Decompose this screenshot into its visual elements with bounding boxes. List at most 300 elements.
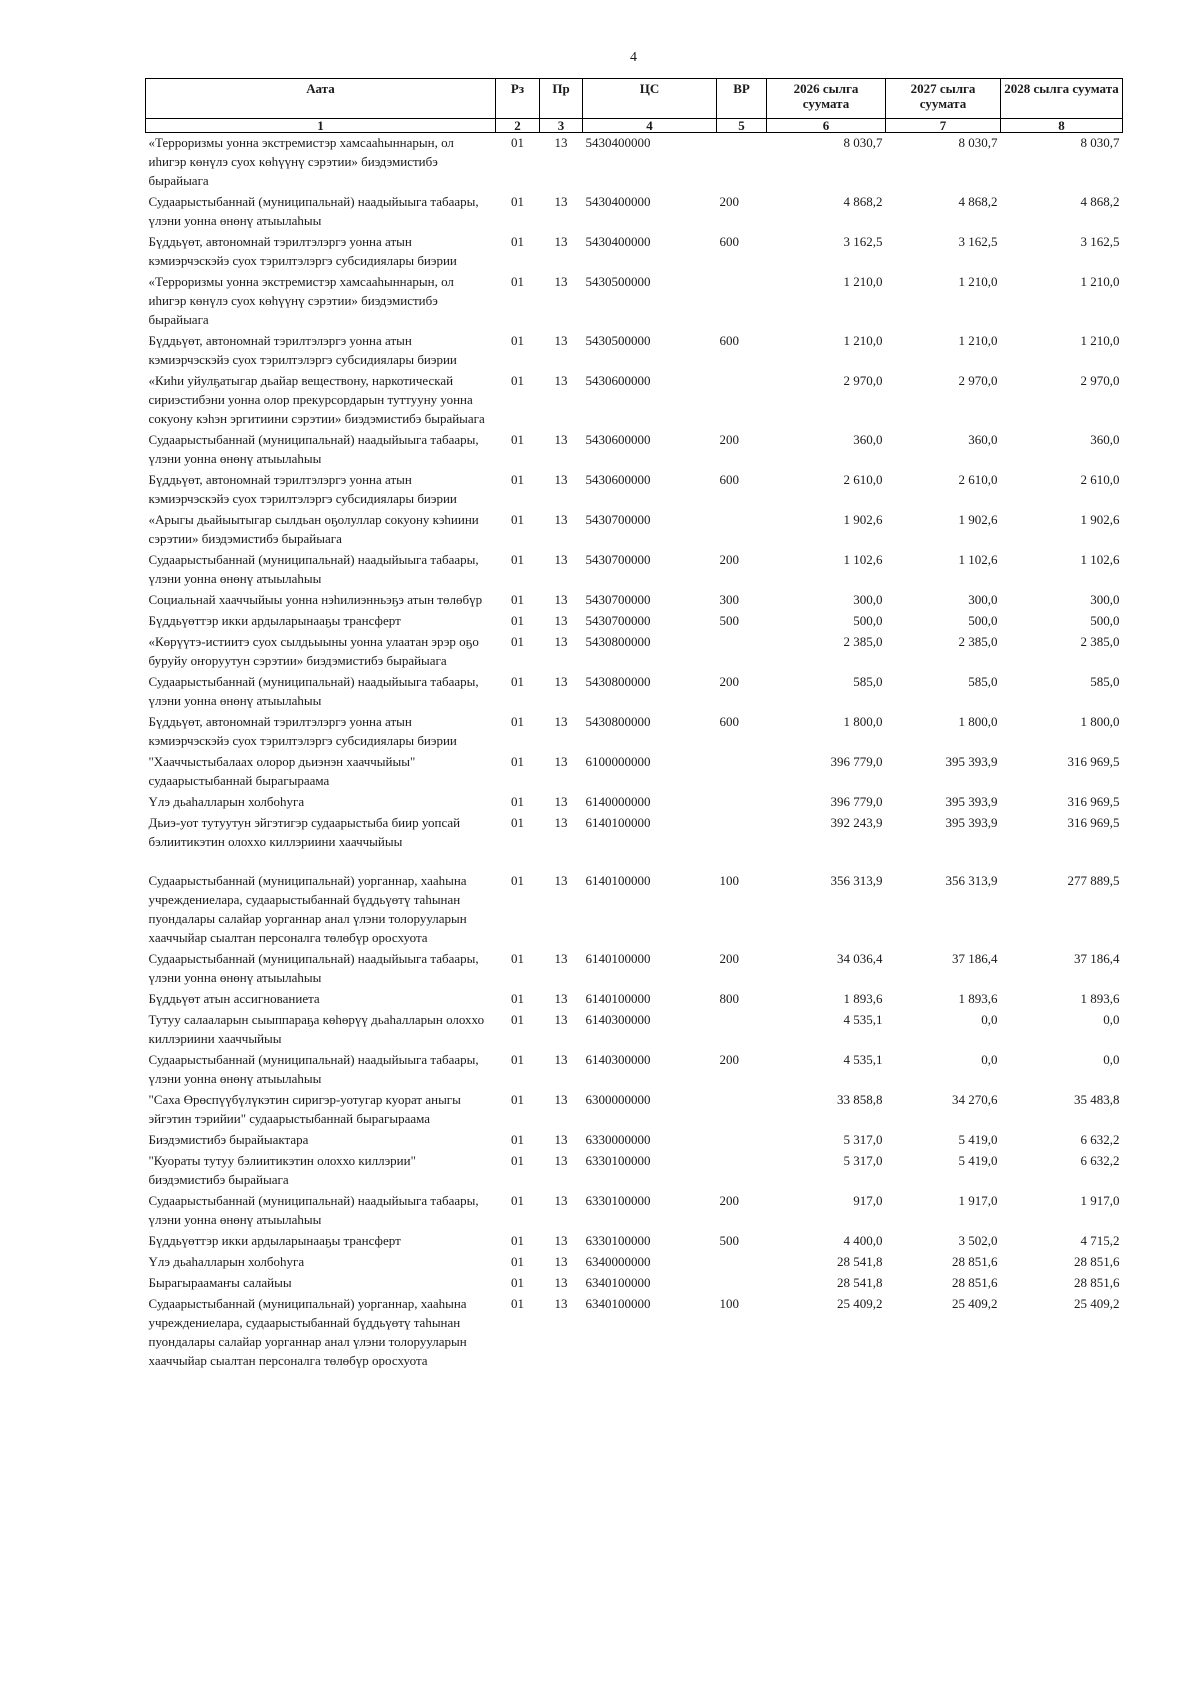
table-row	[146, 232, 1123, 272]
row-pr-code: 13	[554, 1153, 568, 1168]
row-name: Судаарыстыбаннай (муниципальнай) наадыйыыга табаары, үлэни уонна өнөнү атыылаһыы	[148, 674, 479, 708]
table-row	[146, 1130, 1123, 1151]
row-amount-2027: 1 210,0	[958, 333, 998, 348]
row-amount-2028: 1 893,6	[1080, 991, 1120, 1006]
row-amount-2026: 917,0	[853, 1193, 883, 1208]
row-amount-2027: 395 393,9	[945, 815, 998, 830]
row-amount-2027: 37 186,4	[952, 951, 998, 966]
table-row	[146, 949, 1123, 989]
row-amount-2026: 25 409,2	[837, 1296, 883, 1311]
row-pr-code: 13	[554, 512, 568, 527]
row-amount-2028: 4 868,2	[1080, 194, 1120, 209]
row-amount-2026: 1 902,6	[843, 512, 883, 527]
row-amount-2028: 6 632,2	[1080, 1132, 1120, 1147]
row-pr-code: 13	[554, 1254, 568, 1269]
column-number: 3	[540, 119, 583, 133]
row-amount-2027: 2 970,0	[958, 373, 998, 388]
row-name: Судаарыстыбаннай (муниципальнай) наадыйыыга табаары, үлэни уонна өнөнү атыылаһыы	[148, 1052, 479, 1086]
table-row	[146, 752, 1123, 792]
row-rz-code: 01	[511, 873, 524, 888]
row-amount-2028: 1 917,0	[1080, 1193, 1120, 1208]
row-pr-code: 13	[554, 472, 568, 487]
row-name: Бырагыраамаҥы салайыы	[148, 1275, 292, 1290]
row-amount-2027: 28 851,6	[952, 1275, 998, 1290]
row-pr-code: 13	[554, 714, 568, 729]
row-pr-code: 13	[554, 1052, 568, 1067]
row-vr-code: 200	[719, 1193, 739, 1208]
row-amount-2027: 1 902,6	[958, 512, 998, 527]
row-name: Судаарыстыбаннай (муниципальнай) уорганнар, хааһына учреждениелара, судаарыстыбаннай бүддьүөтү таһынан пуондалары салайар уорганнар анал үлэни толорууларын хааччыйар сыалтан персоналга төлөбүр оросхуота	[148, 1296, 467, 1368]
row-vr-code: 200	[719, 194, 739, 209]
row-amount-2026: 396 779,0	[830, 754, 883, 769]
row-name: Судаарыстыбаннай (муниципальнай) наадыйыыга табаары, үлэни уонна өнөнү атыылаһыы	[148, 552, 479, 586]
row-vr-code: 100	[719, 1296, 739, 1311]
row-cs-code: 5430400000	[585, 194, 651, 209]
row-amount-2026: 8 030,7	[843, 135, 883, 150]
row-cs-code: 5430500000	[585, 333, 651, 348]
row-vr-code	[717, 1252, 767, 1273]
row-rz-code: 01	[511, 794, 524, 809]
row-pr-code: 13	[554, 1012, 568, 1027]
row-name: «Көрүүтэ-истиитэ суох сылдьыыны уонна улаатан эрэр оҕо буруйу оҥоруутун сэрэтии» биэдэмистибэ бырайыага	[148, 634, 479, 668]
row-amount-2026: 33 858,8	[837, 1092, 883, 1107]
row-rz-code: 01	[511, 1052, 524, 1067]
row-amount-2028: 2 385,0	[1080, 634, 1120, 649]
row-pr-code: 13	[554, 815, 568, 830]
row-name: Судаарыстыбаннай (муниципальнай) наадыйыыга табаары, үлэни уонна өнөнү атыылаһыы	[148, 1193, 479, 1227]
row-amount-2026: 4 535,1	[843, 1012, 883, 1027]
column-number: 7	[886, 119, 1001, 133]
row-name: «Арыгы дьайыытыгар сылдьан оҕолуллар сокуону кэһиини сэрэтии» биэдэмистибэ бырайыага	[148, 512, 479, 546]
row-name: Социальнай хааччыйыы уонна нэһилиэнньэҕэ атын төлөбүр	[148, 592, 483, 607]
column-number: 1	[146, 119, 496, 133]
row-pr-code: 13	[554, 1275, 568, 1290]
row-name: Үлэ дьаһалларын холбоһуга	[148, 1254, 305, 1269]
row-cs-code: 6140100000	[585, 873, 651, 888]
row-name: Бүддьүөттэр икки ардыларынааҕы трансферт	[148, 613, 401, 628]
row-amount-2027: 8 030,7	[958, 135, 998, 150]
row-amount-2026: 1 210,0	[843, 274, 883, 289]
row-amount-2028: 1 800,0	[1080, 714, 1120, 729]
row-rz-code: 01	[511, 674, 524, 689]
row-rz-code: 01	[511, 432, 524, 447]
row-cs-code: 6140100000	[585, 991, 651, 1006]
row-cs-code: 5430700000	[585, 592, 651, 607]
row-amount-2027: 34 270,6	[952, 1092, 998, 1107]
row-amount-2027: 1 800,0	[958, 714, 998, 729]
column-number-row	[146, 119, 1123, 133]
row-rz-code: 01	[511, 472, 524, 487]
row-vr-code	[717, 510, 767, 550]
row-rz-code: 01	[511, 815, 524, 830]
row-amount-2027: 1 917,0	[958, 1193, 998, 1208]
row-amount-2026: 2 970,0	[843, 373, 883, 388]
row-amount-2027: 1 210,0	[958, 274, 998, 289]
row-amount-2028: 300,0	[1090, 592, 1120, 607]
budget-table-body	[146, 133, 1123, 1373]
row-name: Бүддьүөт, автономнай тэрилтэлэргэ уонна атын кэмиэрчэскэйэ суох тэрилтэлэргэ субсидиялары биэрии	[148, 234, 457, 268]
table-row	[146, 192, 1123, 232]
row-name: Бүддьүөттэр икки ардыларынааҕы трансферт	[148, 1233, 401, 1248]
row-amount-2028: 1 902,6	[1080, 512, 1120, 527]
row-cs-code: 6100000000	[585, 754, 651, 769]
row-amount-2028: 0,0	[1103, 1012, 1120, 1027]
row-name: Бүддьүөт, автономнай тэрилтэлэргэ уонна атын кэмиэрчэскэйэ суох тэрилтэлэргэ субсидиялары биэрии	[148, 333, 457, 367]
row-rz-code: 01	[511, 512, 524, 527]
row-rz-code: 01	[511, 634, 524, 649]
table-row	[146, 1050, 1123, 1090]
row-rz-code: 01	[511, 194, 524, 209]
row-rz-code: 01	[511, 754, 524, 769]
row-amount-2028: 2 970,0	[1080, 373, 1120, 388]
row-pr-code: 13	[554, 333, 568, 348]
row-amount-2026: 2 610,0	[843, 472, 883, 487]
row-pr-code: 13	[554, 135, 568, 150]
header-row	[146, 79, 1123, 119]
row-name: "Хааччыстыбалаах олорор дьиэнэн хааччыйыы" судаарыстыбаннай бырагыраама	[148, 754, 416, 788]
row-cs-code: 6140300000	[585, 1052, 651, 1067]
row-amount-2026: 1 102,6	[843, 552, 883, 567]
row-pr-code: 13	[554, 1092, 568, 1107]
row-vr-code	[717, 272, 767, 331]
row-cs-code: 6330000000	[585, 1132, 651, 1147]
row-amount-2028: 4 715,2	[1080, 1233, 1120, 1248]
column-number: 5	[717, 119, 767, 133]
row-amount-2026: 300,0	[853, 592, 883, 607]
table-row	[146, 1273, 1123, 1294]
row-pr-code: 13	[554, 274, 568, 289]
column-number: 6	[767, 119, 886, 133]
row-pr-code: 13	[554, 754, 568, 769]
header-pr: Пр	[540, 79, 583, 119]
row-amount-2028: 316 969,5	[1067, 794, 1120, 809]
row-pr-code: 13	[554, 194, 568, 209]
row-amount-2027: 395 393,9	[945, 754, 998, 769]
row-cs-code: 5430800000	[585, 674, 651, 689]
row-amount-2027: 25 409,2	[952, 1296, 998, 1311]
table-row	[146, 712, 1123, 752]
row-amount-2026: 5 317,0	[843, 1153, 883, 1168]
row-name: Судаарыстыбаннай (муниципальнай) наадыйыыга табаары, үлэни уонна өнөнү атыылаһыы	[148, 432, 479, 466]
row-cs-code: 6340100000	[585, 1275, 651, 1290]
row-amount-2027: 0,0	[981, 1012, 998, 1027]
row-name: «Терроризмы уонна экстремистэр хамсааһыннарын, ол иһигэр көнүлэ суох көһүүнү сэрэтии» биэдэмистибэ бырайыага	[148, 135, 454, 188]
header-2028: 2028 сылга суумата	[1001, 79, 1123, 119]
row-pr-code: 13	[554, 234, 568, 249]
row-name: Үлэ дьаһалларын холбоһуга	[148, 794, 305, 809]
row-cs-code: 5430600000	[585, 432, 651, 447]
row-amount-2026: 2 385,0	[843, 634, 883, 649]
row-cs-code: 6300000000	[585, 1092, 651, 1107]
row-vr-code: 200	[719, 674, 739, 689]
table-row	[146, 989, 1123, 1010]
row-vr-code: 600	[719, 234, 739, 249]
row-name: «Терроризмы уонна экстремистэр хамсааһыннарын, ол иһигэр көнүлэ суох көһүүнү сэрэтии» биэдэмистибэ бырайыага	[148, 274, 454, 327]
row-pr-code: 13	[554, 991, 568, 1006]
row-name: Бүддьүөт, автономнай тэрилтэлэргэ уонна атын кэмиэрчэскэйэ суох тэрилтэлэргэ субсидиялары биэрии	[148, 472, 457, 506]
row-vr-code	[717, 813, 767, 871]
row-rz-code: 01	[511, 333, 524, 348]
row-pr-code: 13	[554, 552, 568, 567]
row-pr-code: 13	[554, 1296, 568, 1311]
row-amount-2026: 28 541,8	[837, 1275, 883, 1290]
table-row	[146, 550, 1123, 590]
table-row	[146, 331, 1123, 371]
row-amount-2026: 4 535,1	[843, 1052, 883, 1067]
row-rz-code: 01	[511, 373, 524, 388]
row-amount-2028: 28 851,6	[1074, 1275, 1120, 1290]
column-number: 8	[1001, 119, 1123, 133]
row-amount-2028: 316 969,5	[1067, 815, 1120, 830]
row-cs-code: 5430600000	[585, 472, 651, 487]
row-pr-code: 13	[554, 674, 568, 689]
row-pr-code: 13	[554, 794, 568, 809]
row-pr-code: 13	[554, 592, 568, 607]
row-pr-code: 13	[554, 613, 568, 628]
table-row	[146, 632, 1123, 672]
row-amount-2027: 395 393,9	[945, 794, 998, 809]
row-vr-code: 100	[719, 873, 739, 888]
row-amount-2027: 300,0	[968, 592, 998, 607]
row-amount-2027: 360,0	[968, 432, 998, 447]
row-name: Судаарыстыбаннай (муниципальнай) наадыйыыга табаары, үлэни уонна өнөнү атыылаһыы	[148, 951, 479, 985]
row-vr-code	[717, 632, 767, 672]
row-amount-2028: 8 030,7	[1080, 135, 1120, 150]
row-vr-code: 200	[719, 432, 739, 447]
row-amount-2026: 5 317,0	[843, 1132, 883, 1147]
table-row	[146, 430, 1123, 470]
row-rz-code: 01	[511, 1193, 524, 1208]
row-amount-2027: 4 868,2	[958, 194, 998, 209]
row-vr-code	[717, 1010, 767, 1050]
row-amount-2026: 356 313,9	[830, 873, 883, 888]
row-vr-code	[717, 1090, 767, 1130]
row-amount-2027: 356 313,9	[945, 873, 998, 888]
table-row	[146, 510, 1123, 550]
row-cs-code: 5430400000	[585, 234, 651, 249]
row-cs-code: 6340100000	[585, 1296, 651, 1311]
row-amount-2026: 1 893,6	[843, 991, 883, 1006]
row-rz-code: 01	[511, 1092, 524, 1107]
header-2027: 2027 сылга суумата	[886, 79, 1001, 119]
row-amount-2026: 1 210,0	[843, 333, 883, 348]
row-amount-2028: 277 889,5	[1067, 873, 1120, 888]
row-rz-code: 01	[511, 613, 524, 628]
row-vr-code: 500	[719, 1233, 739, 1248]
row-amount-2027: 3 162,5	[958, 234, 998, 249]
row-cs-code: 6330100000	[585, 1233, 651, 1248]
row-rz-code: 01	[511, 1254, 524, 1269]
row-amount-2027: 500,0	[968, 613, 998, 628]
row-amount-2027: 1 893,6	[958, 991, 998, 1006]
row-amount-2027: 1 102,6	[958, 552, 998, 567]
row-cs-code: 5430700000	[585, 512, 651, 527]
row-vr-code	[717, 792, 767, 813]
row-pr-code: 13	[554, 873, 568, 888]
column-number: 2	[496, 119, 540, 133]
table-row	[146, 792, 1123, 813]
row-rz-code: 01	[511, 1153, 524, 1168]
row-cs-code: 6140000000	[585, 794, 651, 809]
budget-table	[145, 78, 1123, 1372]
row-vr-code: 600	[719, 714, 739, 729]
row-pr-code: 13	[554, 1233, 568, 1248]
row-vr-code: 500	[719, 613, 739, 628]
row-rz-code: 01	[511, 234, 524, 249]
row-vr-code: 600	[719, 333, 739, 348]
row-cs-code: 5430600000	[585, 373, 651, 388]
row-amount-2028: 35 483,8	[1074, 1092, 1120, 1107]
table-row	[146, 133, 1123, 193]
row-cs-code: 5430800000	[585, 714, 651, 729]
row-amount-2028: 37 186,4	[1074, 951, 1120, 966]
row-vr-code	[717, 133, 767, 193]
row-amount-2026: 1 800,0	[843, 714, 883, 729]
row-vr-code: 300	[719, 592, 739, 607]
row-cs-code: 5430500000	[585, 274, 651, 289]
row-amount-2028: 0,0	[1103, 1052, 1120, 1067]
row-vr-code: 200	[719, 552, 739, 567]
row-name: Биэдэмистибэ бырайыактара	[148, 1132, 309, 1147]
row-vr-code: 800	[719, 991, 739, 1006]
row-vr-code	[717, 752, 767, 792]
row-cs-code: 6140100000	[585, 951, 651, 966]
table-row	[146, 1090, 1123, 1130]
header-vr: ВР	[717, 79, 767, 119]
row-amount-2027: 5 419,0	[958, 1153, 998, 1168]
row-amount-2028: 2 610,0	[1080, 472, 1120, 487]
table-row	[146, 1151, 1123, 1191]
row-amount-2028: 500,0	[1090, 613, 1120, 628]
row-name: Дьиэ-уот тутуутун эйгэтигэр судаарыстыба биир уопсай бэлиитикэтин олоххо киллэриини хааччыйыы	[148, 815, 461, 849]
row-amount-2027: 3 502,0	[958, 1233, 998, 1248]
row-name: Судаарыстыбаннай (муниципальнай) наадыйыыга табаары, үлэни уонна өнөнү атыылаһыы	[148, 194, 479, 228]
row-vr-code	[717, 1151, 767, 1191]
row-vr-code: 200	[719, 951, 739, 966]
row-amount-2028: 1 210,0	[1080, 333, 1120, 348]
row-amount-2026: 4 400,0	[843, 1233, 883, 1248]
table-row	[146, 1252, 1123, 1273]
row-pr-code: 13	[554, 634, 568, 649]
row-amount-2027: 5 419,0	[958, 1132, 998, 1147]
row-amount-2027: 0,0	[981, 1052, 998, 1067]
row-name: Судаарыстыбаннай (муниципальнай) уорганнар, хааһына учреждениелара, судаарыстыбаннай бүддьүөтү таһынан пуондалары салайар уорганнар анал үлэни толорууларын хааччыйар сыалтан персоналга төлөбүр оросхуота	[148, 873, 467, 945]
row-amount-2026: 500,0	[853, 613, 883, 628]
row-rz-code: 01	[511, 274, 524, 289]
row-amount-2026: 392 243,9	[830, 815, 883, 830]
row-name: Тутуу салааларын сыыппараҕа көһөрүү дьаһалларын олоххо киллэриини хааччыйыы	[148, 1012, 485, 1046]
row-rz-code: 01	[511, 1233, 524, 1248]
row-amount-2028: 3 162,5	[1080, 234, 1120, 249]
table-row	[146, 590, 1123, 611]
row-name: "Саха Өрөспүүбүлүкэтин сиригэр-уотугар куорат аныгы эйгэтин тэрийии" судаарыстыбаннай бырагыраама	[148, 1092, 461, 1126]
row-pr-code: 13	[554, 951, 568, 966]
row-rz-code: 01	[511, 1296, 524, 1311]
row-amount-2026: 585,0	[853, 674, 883, 689]
row-amount-2028: 585,0	[1090, 674, 1120, 689]
row-rz-code: 01	[511, 592, 524, 607]
row-pr-code: 13	[554, 1132, 568, 1147]
row-amount-2028: 316 969,5	[1067, 754, 1120, 769]
row-amount-2028: 1 210,0	[1080, 274, 1120, 289]
row-amount-2027: 2 385,0	[958, 634, 998, 649]
row-amount-2026: 28 541,8	[837, 1254, 883, 1269]
row-rz-code: 01	[511, 552, 524, 567]
row-amount-2026: 3 162,5	[843, 234, 883, 249]
row-cs-code: 5430700000	[585, 552, 651, 567]
row-vr-code	[717, 1273, 767, 1294]
row-cs-code: 6330100000	[585, 1193, 651, 1208]
row-cs-code: 6330100000	[585, 1153, 651, 1168]
column-number: 4	[583, 119, 717, 133]
table-row	[146, 672, 1123, 712]
header-rz: Рз	[496, 79, 540, 119]
row-cs-code: 5430400000	[585, 135, 651, 150]
row-cs-code: 6340000000	[585, 1254, 651, 1269]
table-row	[146, 371, 1123, 430]
row-pr-code: 13	[554, 1193, 568, 1208]
table-row	[146, 1294, 1123, 1372]
row-cs-code: 5430800000	[585, 634, 651, 649]
row-rz-code: 01	[511, 714, 524, 729]
row-rz-code: 01	[511, 1275, 524, 1290]
row-amount-2027: 2 610,0	[958, 472, 998, 487]
row-amount-2027: 585,0	[968, 674, 998, 689]
row-rz-code: 01	[511, 991, 524, 1006]
row-pr-code: 13	[554, 373, 568, 388]
header-name: Аата	[146, 79, 496, 119]
row-vr-code	[717, 371, 767, 430]
row-name: "Куораты тутуу бэлиитикэтин олоххо киллэрии" биэдэмистибэ бырайыага	[148, 1153, 416, 1187]
table-row	[146, 813, 1123, 871]
table-row	[146, 1231, 1123, 1252]
row-amount-2028: 1 102,6	[1080, 552, 1120, 567]
table-row	[146, 470, 1123, 510]
table-row	[146, 1191, 1123, 1231]
row-name: «Киһи уйулҕатыгар дьайар веществону, наркотическай сириэстибэни уонна олор прекурсордарын туттууну уонна сокуону кэһэн эргитиини сэрэтии» биэдэмистибэ бырайыага	[148, 373, 485, 426]
row-amount-2026: 360,0	[853, 432, 883, 447]
row-pr-code: 13	[554, 432, 568, 447]
row-name: Бүддьүөт атын ассигнованиета	[148, 991, 320, 1006]
row-amount-2027: 28 851,6	[952, 1254, 998, 1269]
row-amount-2026: 396 779,0	[830, 794, 883, 809]
header-2026: 2026 сылга суумата	[767, 79, 886, 119]
table-row	[146, 272, 1123, 331]
row-cs-code: 5430700000	[585, 613, 651, 628]
row-vr-code: 600	[719, 472, 739, 487]
row-name: Бүддьүөт, автономнай тэрилтэлэргэ уонна атын кэмиэрчэскэйэ суох тэрилтэлэргэ субсидиялары биэрии	[148, 714, 457, 748]
row-rz-code: 01	[511, 1012, 524, 1027]
row-rz-code: 01	[511, 1132, 524, 1147]
table-row	[146, 871, 1123, 949]
table-row	[146, 611, 1123, 632]
row-cs-code: 6140100000	[585, 815, 651, 830]
row-amount-2026: 4 868,2	[843, 194, 883, 209]
page-number: 4	[630, 50, 637, 65]
row-cs-code: 6140300000	[585, 1012, 651, 1027]
header-cs: ЦС	[583, 79, 717, 119]
table-row	[146, 1010, 1123, 1050]
row-amount-2028: 360,0	[1090, 432, 1120, 447]
row-vr-code: 200	[719, 1052, 739, 1067]
row-amount-2028: 28 851,6	[1074, 1254, 1120, 1269]
row-vr-code	[717, 1130, 767, 1151]
row-amount-2028: 25 409,2	[1074, 1296, 1120, 1311]
row-rz-code: 01	[511, 135, 524, 150]
row-amount-2028: 6 632,2	[1080, 1153, 1120, 1168]
row-rz-code: 01	[511, 951, 524, 966]
row-amount-2026: 34 036,4	[837, 951, 883, 966]
